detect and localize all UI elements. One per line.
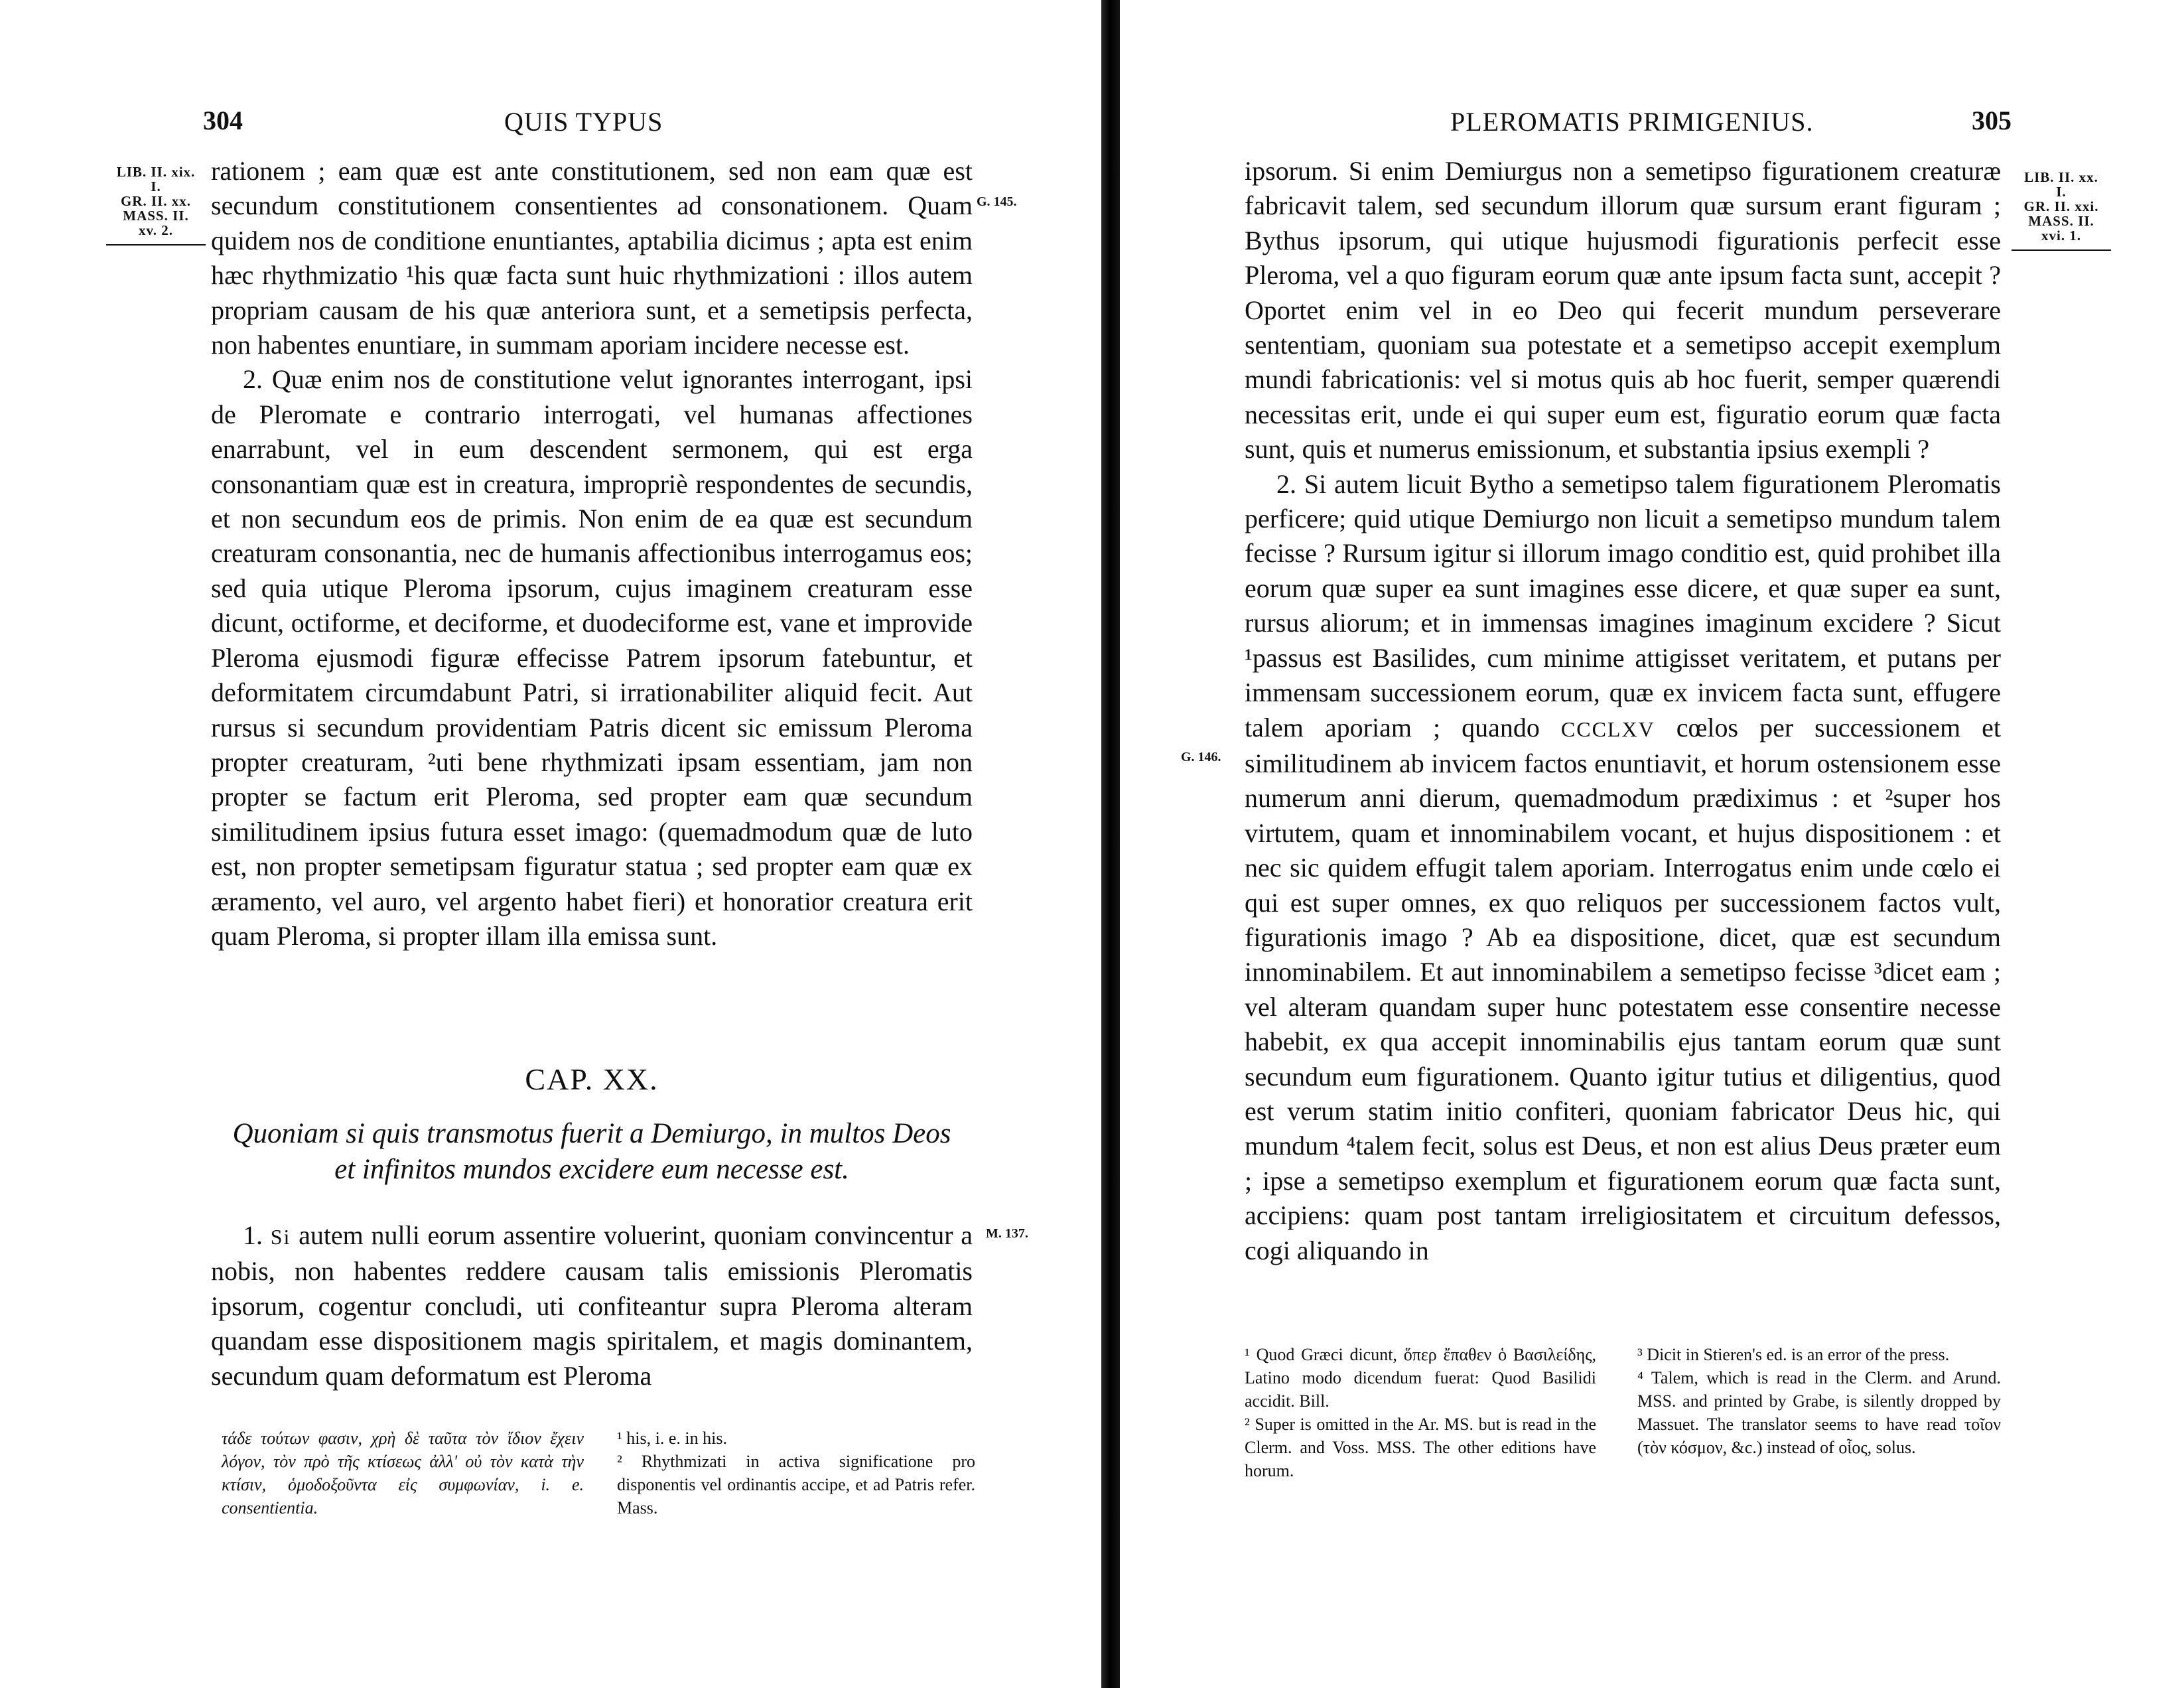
- margin-reference: [2012, 170, 2111, 251]
- footnote-1: ¹ Quod Græci dicunt, ὅπερ ἔπαθεν ὁ Βασιλείδης, Latino modo dicendum fuerat: Quod Basilidi accidit. Bill.: [1245, 1345, 1596, 1411]
- margin-ref-g146: G. 146.: [1181, 750, 1221, 764]
- book-gutter: [1101, 0, 1120, 1688]
- margin-reference: [106, 165, 206, 246]
- page-number: 305: [1972, 106, 2012, 135]
- margin-ref-m137: M. 137.: [986, 1226, 1028, 1241]
- paragraph-body: cœlos per successionem et similitudinem ab invicem factos enuntiavit, et horum ostensionem esse numerum anni dierum, quemadmodum prædiximus : et ²super hos virtutem, quam et innominabilem vocant, et hujus dispositionem : et nec sic quidem effugit talem aporiam. Interrogatus enim unde cœlo ei qui est super omnes, ex quo reliquos per successionem factos vult, figurationis imago ? Ab ea dispositione, dicet, quæ est secundum innominabilem. Et aut innominabilem a semetipso fecisse ³dicet eam ; vel alteram quandam super hunc potestatem esse consentire necesse habebit, ex qua accepit innominabilis ejus tantam eorum quæ sunt secundum eum figurationem. Quanto igitur tutius et diligentius, quod est verum statim initio confiteri, quoniam fabricator Deus hic, qui mundum ⁴talem fecit, solus est Deus, et non est alius Deus præter eum ; ipse a semetipso exemplum et figurationem eorum quæ facta sunt, accipiens: quam post tantam irreligiositatem et circuitum defessos, cogi aliquando in: [1245, 712, 2002, 1265]
- margin-ref-g145: G. 145.: [977, 194, 1017, 209]
- paragraph-intro: ipsorum. Si enim Demiurgus non a semetipso figurationem creaturæ fabricavit talem, sed secundum illorum quæ sursum erant figuram ; Bythus ipsorum, qui utique hujusmodi figurationis perfecit esse Pleroma, vel a quo figuram eorum quæ ante ipsum facta sunt, accepit ? Oportet enim vel in eo Deo qui fecerit mundum perseverare sententiam, quoniam sua potestate et a semetipso accepit exemplum mundi fabricationis: vel si motus quis ab hoc fuerit, semper quærendi necessitas erit, unde ei qui super eum est, figuratio eorum quæ facta sunt, quis et numerus emissionum, et substantia ipsius exempli ?: [1245, 156, 2001, 464]
- footnotes-left-column: [1245, 1343, 1596, 1482]
- paragraph-body: 2. Si autem licuit Bytho a semetipso talem figurationem Pleromatis perficere; quid utique Demiurgo non licuit a semetipso mundum talem fecisse ? Rursum igitur si illorum imago conditio est, quid prohibet illa eorum quæ super ea sunt imagines esse dicere, et quæ super ea sunt, rursus aliorum; et in immensas imagines imaginum excidere ? Sicut ¹passus est Basilides, cum minime attigisset veritatem, et putans per immensam successionem eorum, quæ ex invicem facta sunt, effugere talem aporiam ; quando: [1245, 468, 2001, 742]
- margin-ref-line: xv. 2.: [138, 222, 174, 238]
- margin-ref-line: LIB. II. xx.: [2024, 169, 2098, 185]
- chapter-heading: CAP. XX.: [525, 1062, 659, 1096]
- footnotes-right-column: [1637, 1343, 2001, 1459]
- main-text: [211, 154, 973, 953]
- page-number: 304: [203, 106, 243, 135]
- right-page: [1120, 0, 2184, 1688]
- running-head: QUIS TYPUS: [504, 107, 663, 137]
- chapter-text: [211, 1218, 973, 1393]
- footnotes: [617, 1427, 975, 1519]
- footnote-3: ³ Dicit in Stieren's ed. is an error of the press.: [1637, 1345, 1950, 1364]
- margin-ref-line: GR. II. xx.: [120, 193, 192, 209]
- margin-ref-line: xvi. 1.: [2041, 228, 2082, 244]
- margin-ref-line: I.: [2056, 184, 2067, 200]
- initial-word: Si: [270, 1225, 291, 1249]
- margin-ref-line: I.: [151, 178, 161, 194]
- margin-ref-line: GR. II. xxi.: [2023, 198, 2099, 214]
- paragraph-intro: rationem ; eam quæ est ante constitutionem, sed non eam quæ est secundum constitutionem consentientes ad consonationem. Quam quidem nos de conditione enuntiantes, aptabilia dicimus ; apta est enim hæc rhythmizatio ¹his quæ facta sunt huic rhythmizationi : illos autem propriam causam de his quæ anteriora sunt, et a semetipsis perfecta, non habentes enuntiare, in summam aporiam incidere necesse est.: [211, 156, 973, 360]
- paragraph-body: autem nulli eorum assentire voluerint, quoniam convincentur a nobis, non habentes reddere causam talis emissionis Pleromatis ipsorum, cogentur concludi, uti confiteantur supra Pleroma alteram quandam esse dispositionem magis spiritalem, et magis dominantem, secundum quam deformatum est Pleroma: [211, 1220, 973, 1391]
- chapter-summary: Quoniam si quis transmotus fuerit a Demiurgo, in multos Deos et infinitos mundos excidere eum necesse est.: [232, 1118, 951, 1185]
- footnote-2: ² Rhythmizati in activa significatione pro disponentis vel ordinantis accipe, et ad Patris refer. Mass.: [617, 1452, 975, 1517]
- footnote-1: ¹ his, i. e. in his.: [617, 1429, 727, 1448]
- footnote-4: ⁴ Talem, which is read in the Clerm. and Arund. MSS. and printed by Grabe, is silently dropped by Massuet. The translator seems to have read τοῖον (τὸν κόσμον, &c.) instead of οἷος, solus.: [1637, 1368, 2001, 1457]
- paragraph-2: 2. Quæ enim nos de constitutione velut ignorantes interrogant, ipsi de Pleromate e contrario interrogati, vel humanas affectiones enarrabunt, vel in eum descendent sermonem, qui est erga consonantiam quæ est in creatura, impropriè respondentes de secundis, et non secundum eos de primis. Non enim de ea quæ est secundum creaturam consonantia, nec de humanis affectionibus interrogamus eos; sed quia utique Pleroma ipsorum, cujus imaginem creaturam esse dicunt, octiforme, et deciforme, et duodeciforme est, vane et improvide Pleroma ejusmodi figuræ effecisse Patrem ipsorum fatebuntur, et deformitatem circumdabunt Patri, si irrationabiliter aliquid fecit. Aut rursus si secundum providentiam Patris dicent sic emissum Pleroma propter creaturam, ²uti bene rhythmizati ipsam essentiam, jam non propter se factum erit Pleroma, sed propter eam quæ secundum similitudinem ipsius futura esset imago: (quemadmodum quæ de luto est, non propter semetipsam figuratur statua ; sed propter eam quæ ex æramento, vel auro, vel argento habet fieri) et honoratior creatura erit quam Pleroma, si propter illam illa emissa sunt.: [211, 364, 973, 951]
- margin-ref-line: MASS. II.: [2028, 213, 2094, 229]
- paragraph-2: [1245, 467, 2001, 1268]
- footnote-greek: τάδε τούτων φασιν, χρὴ δὲ ταῦτα τὸν ἴδιον ἔχειν λόγον, τὸν πρὸ τῆς κτίσεως ἀλλ' οὐ τὸν κατὰ τὴν κτίσιν, ὁμοδοξοῦντα εἰς συμφωνίαν, i. e. consentientia.: [222, 1429, 584, 1517]
- footnote-2: ² Super is omitted in the Ar. MS. but is read in the Clerm. and Voss. MSS. The other editions have horum.: [1245, 1415, 1596, 1480]
- running-head: PLEROMATIS PRIMIGENIUS.: [1450, 107, 1814, 137]
- roman-numeral: CCCLXV: [1560, 717, 1655, 741]
- main-text: [1245, 154, 2001, 1268]
- margin-ref-line: MASS. II.: [123, 208, 189, 224]
- margin-ref-line: LIB. II. xix.: [116, 164, 196, 180]
- paragraph-chapter-1: [211, 1218, 973, 1393]
- paragraph-number: 1.: [243, 1220, 263, 1250]
